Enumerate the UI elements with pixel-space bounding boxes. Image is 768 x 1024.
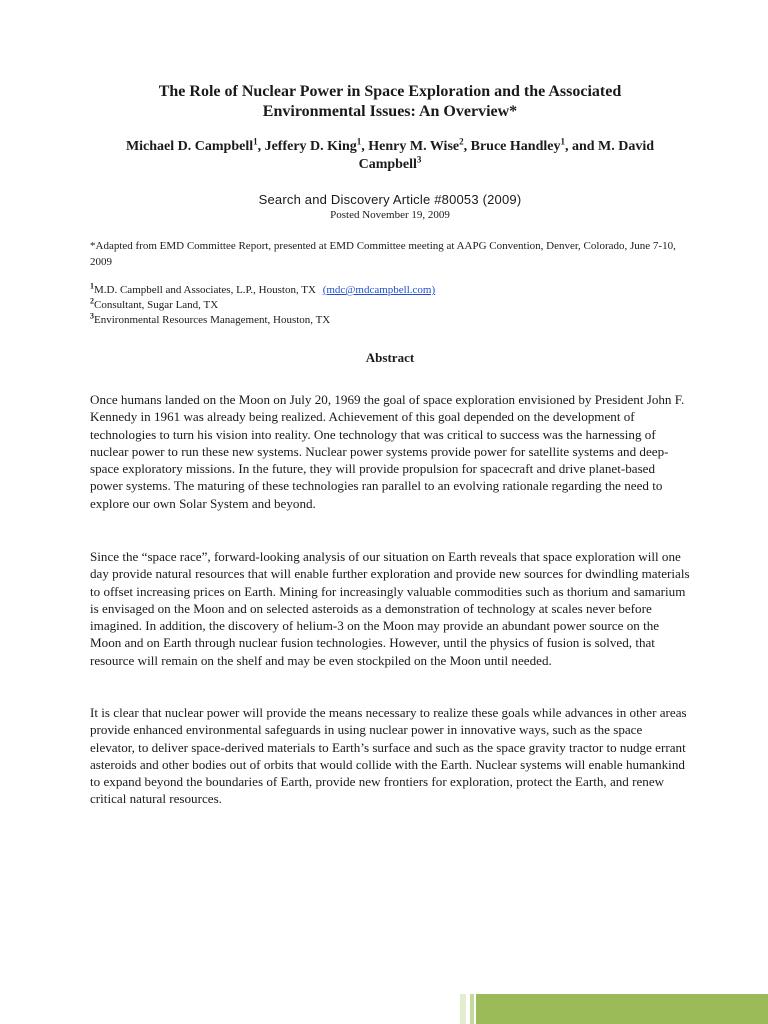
author-list: Michael D. Campbell$^1$, Jeffery D. King$^1$, Henry M. Wise$^2$, Bruce Handley$^1$, and M. David Campbell$^3$ [125, 136, 655, 172]
title-line-1: The Role of Nuclear Power in Space Exploration and the Associated [158, 83, 622, 100]
footer-accent-stripe [470, 994, 474, 1024]
abstract-heading: Abstract [365, 350, 415, 365]
author-affiliation-mark: 1 [560, 136, 565, 147]
posted-date: Posted November 19, 2009 [330, 209, 450, 221]
email-link[interactable]: (mdc@mdcampbell.com) [322, 284, 436, 296]
author-name: Campbell [358, 157, 417, 172]
footer-accent-stripe [460, 994, 466, 1024]
affiliation-text: M.D. Campbell and Associates, L.P., Houston, TX [94, 284, 316, 296]
author-affiliation-mark: 3 [416, 154, 422, 165]
author-name: Henry M. Wise [368, 139, 460, 154]
author-affiliation-mark: 1 [253, 136, 258, 147]
author-affiliation-mark: 2 [459, 136, 464, 147]
affiliation-2 [90, 298, 690, 312]
title-line-2: Environmental Issues: An Overview* [262, 103, 518, 120]
author-name: Jeffery D. King [264, 139, 357, 154]
paragraph-text: Since the “space race”, forward-looking analysis of our situation on Earth reveals that space exploration will one day provide natural resources that will enable further exploration and provide new sources for dwindling materials to offset increasing prices on Earth. Mining for increasingly valuable commodities such as thorium and samarium is envisaged on the Moon and on selected asteroids as a demonstration of technology at scales never before imagined. In addition, the discovery of helium-3 on the Moon may provide an abundant power source on the Moon and on Earth through nuclear fusion technologies. However, until the physics of fusion is solved, that resource will remain on the shelf and may be even stockpiled on the Moon until needed. [90, 549, 690, 668]
author-name: and M. David [571, 139, 655, 154]
affiliation-3 [90, 313, 690, 327]
affiliation-text: Environmental Resources Management, Houston, TX [94, 314, 331, 326]
adapted-note: *Adapted from EMD Committee Report, presented at EMD Committee meeting at AAPG Convention, Denver, Colorado, June 7-10, 2009 [90, 240, 676, 268]
footer-accent-bar [476, 994, 768, 1024]
affiliation-1 [90, 283, 690, 297]
abstract-paragraph-3 [90, 704, 690, 808]
paragraph-text: It is clear that nuclear power will provide the means necessary to realize these goals while advances in other areas provide enhanced environmental safeguards in using nuclear power in innovative ways, such as the space elevator, to deliver space-derived materials to Earth’s surface and such as the space gravity tractor to nudge errant asteroids and other bodies out of orbits that would collide with the Earth. Nuclear systems will enable humankind to expand beyond the boundaries of Earth, provide new frontiers for exploration, protect the Earth, and renew critical natural resources. [90, 705, 687, 807]
affiliation-mark: 2 [90, 296, 94, 306]
affiliation-mark: 1 [90, 281, 94, 291]
paper-title [90, 82, 690, 122]
abstract-paragraph-2 [90, 548, 690, 669]
article-number: Search and Discovery Article #80053 (2009) [258, 192, 522, 207]
author-affiliation-mark: 1 [356, 136, 362, 147]
abstract-paragraph-1 [90, 391, 690, 512]
affiliation-mark: 3 [90, 311, 94, 321]
author-name: Bruce Handley [470, 139, 561, 154]
paragraph-text: Once humans landed on the Moon on July 20, 1969 the goal of space exploration envisioned by President John F. Kennedy in 1961 was already being realized. Achievement of this goal depended on the development of technologies to turn his vision into reality. One technology that was critical to success was the harnessing of nuclear power to run these new systems. Nuclear power systems provide power for satellite systems and deep-space exploratory missions. In the future, they will provide propulsion for spacecraft and drive planet-based power systems. The maturing of these technologies ran parallel to an evolving rationale regarding the need to explore our own Solar System and beyond. [90, 392, 685, 511]
author-name: Michael D. Campbell [125, 139, 254, 154]
affiliation-text: Consultant, Sugar Land, TX [94, 299, 219, 311]
